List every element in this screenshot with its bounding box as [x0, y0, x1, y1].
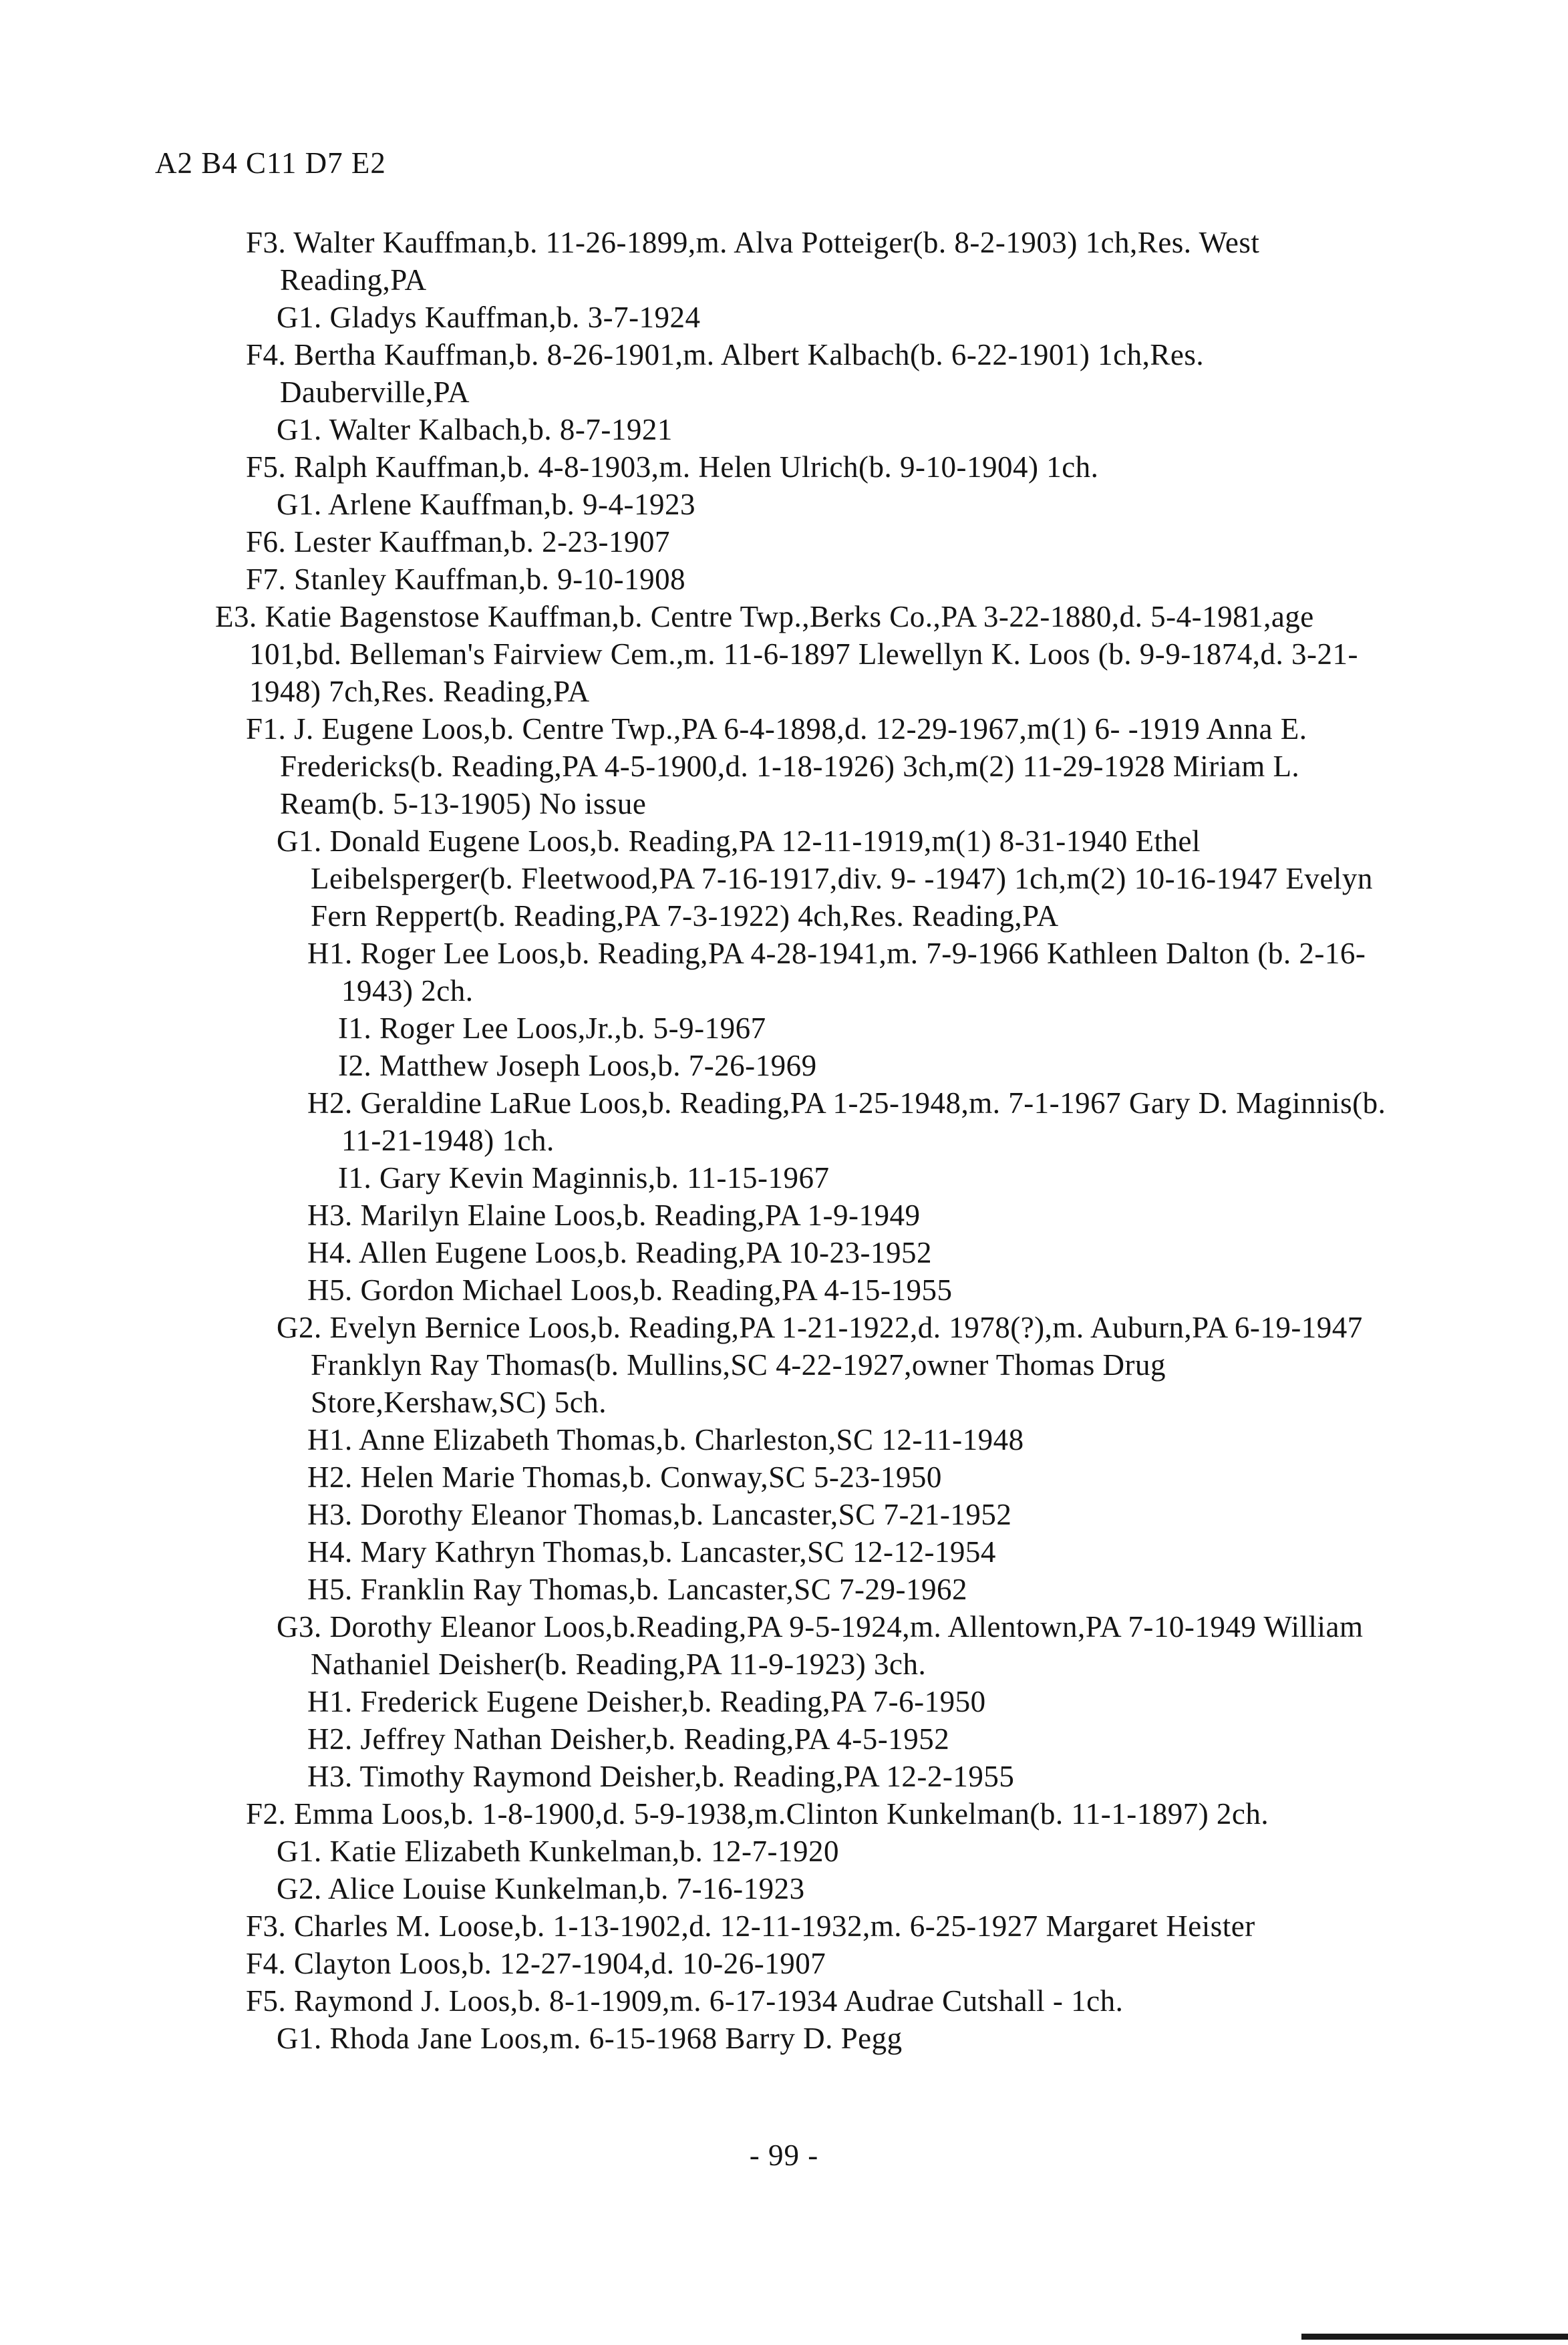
genealogy-entry	[338, 1047, 1390, 1084]
genealogy-entry	[246, 561, 1390, 598]
entry-text: H5. Gordon Michael Loos,b. Reading,PA 4-15-1955	[307, 1273, 953, 1307]
entry-text: H2. Helen Marie Thomas,b. Conway,SC 5-23-1950	[307, 1460, 942, 1494]
entry-text: E3. Katie Bagenstose Kauffman,b. Centre Twp.,Berks Co.,PA 3-22-1880,d. 5-4-1981,age 101,bd. Belleman's Fairview Cem.,m. 11-6-1897 Llewellyn K. Loos (b. 9-9-1874,d. 3-21-1948) 7ch,Res. Reading,PA	[215, 600, 1358, 708]
entry-text: G1. Gladys Kauffman,b. 3-7-1924	[277, 301, 701, 334]
genealogy-entry	[277, 2020, 1390, 2057]
genealogy-entry	[277, 411, 1390, 448]
genealogy-entry	[277, 1309, 1390, 1421]
genealogy-entry	[246, 336, 1390, 411]
genealogy-entry	[277, 1870, 1390, 1907]
entry-text: F1. J. Eugene Loos,b. Centre Twp.,PA 6-4-1898,d. 12-29-1967,m(1) 6- -1919 Anna E. Fredericks(b. Reading,PA 4-5-1900,d. 1-18-1926) 3ch,m(2) 11-29-1928 Miriam L. Ream(b. 5-13-1905) No issue	[246, 712, 1307, 820]
entry-text: F5. Ralph Kauffman,b. 4-8-1903,m. Helen Ulrich(b. 9-10-1904) 1ch.	[246, 450, 1099, 484]
bottom-rule	[1301, 2334, 1568, 2340]
entry-text: G1. Donald Eugene Loos,b. Reading,PA 12-11-1919,m(1) 8-31-1940 Ethel Leibelsperger(b. Fleetwood,PA 7-16-1917,div. 9- -1947) 1ch,m(2) 10-16-1947 Evelyn Fern Reppert(b. Reading,PA 7-3-1922) 4ch,Res. Reading,PA	[277, 824, 1373, 933]
genealogy-entry	[307, 1496, 1390, 1533]
genealogy-entry	[277, 1833, 1390, 1870]
entry-text: H3. Timothy Raymond Deisher,b. Reading,PA 12-2-1955	[307, 1760, 1015, 1793]
genealogy-entry	[307, 1758, 1390, 1795]
genealogy-entry	[277, 1608, 1390, 1683]
entry-text: I2. Matthew Joseph Loos,b. 7-26-1969	[338, 1049, 817, 1082]
page-number: - 99 -	[749, 2139, 819, 2172]
entry-text: F3. Walter Kauffman,b. 11-26-1899,m. Alva Potteiger(b. 8-2-1903) 1ch,Res. West Reading,PA	[246, 226, 1260, 297]
genealogy-entry	[246, 523, 1390, 561]
entry-text: H4. Allen Eugene Loos,b. Reading,PA 10-23-1952	[307, 1236, 933, 1269]
genealogy-entry	[277, 486, 1390, 523]
entry-text: H5. Franklin Ray Thomas,b. Lancaster,SC 7-29-1962	[307, 1573, 967, 1606]
entry-text: F2. Emma Loos,b. 1-8-1900,d. 5-9-1938,m.Clinton Kunkelman(b. 11-1-1897) 2ch.	[246, 1797, 1269, 1831]
entry-text: H4. Mary Kathryn Thomas,b. Lancaster,SC 12-12-1954	[307, 1535, 996, 1569]
entry-text: H1. Roger Lee Loos,b. Reading,PA 4-28-1941,m. 7-9-1966 Kathleen Dalton (b. 2-16-1943) 2ch.	[307, 937, 1366, 1007]
entry-text: F3. Charles M. Loose,b. 1-13-1902,d. 12-11-1932,m. 6-25-1927 Margaret Heister	[246, 1909, 1255, 1943]
genealogy-entry	[338, 1009, 1390, 1047]
entry-text: G1. Arlene Kauffman,b. 9-4-1923	[277, 488, 696, 521]
entry-text: H2. Jeffrey Nathan Deisher,b. Reading,PA 4-5-1952	[307, 1722, 950, 1756]
genealogy-entry	[277, 822, 1390, 935]
entry-text: H2. Geraldine LaRue Loos,b. Reading,PA 1-25-1948,m. 7-1-1967 Gary D. Maginnis(b. 11-21-1948) 1ch.	[307, 1086, 1386, 1157]
genealogy-entry	[246, 1795, 1390, 1833]
genealogy-entry	[246, 224, 1390, 299]
genealogy-entry	[246, 1982, 1390, 2020]
genealogy-entry	[307, 1197, 1390, 1234]
genealogy-entry	[277, 299, 1390, 336]
genealogy-entry	[215, 598, 1390, 710]
entry-text: F6. Lester Kauffman,b. 2-23-1907	[246, 525, 671, 559]
genealogy-entry	[307, 1458, 1390, 1496]
entry-text: F5. Raymond J. Loos,b. 8-1-1909,m. 6-17-1934 Audrae Cutshall - 1ch.	[246, 1984, 1124, 2018]
entry-text: G1. Walter Kalbach,b. 8-7-1921	[277, 413, 673, 446]
genealogy-entry	[307, 1421, 1390, 1458]
genealogy-entry	[338, 1159, 1390, 1197]
entry-text: I1. Roger Lee Loos,Jr.,b. 5-9-1967	[338, 1011, 766, 1045]
genealogy-entry	[307, 1720, 1390, 1758]
entry-text: F4. Clayton Loos,b. 12-27-1904,d. 10-26-1907	[246, 1947, 826, 1980]
genealogy-entry	[246, 1907, 1390, 1945]
genealogy-entry	[246, 1945, 1390, 1982]
entry-text: I1. Gary Kevin Maginnis,b. 11-15-1967	[338, 1161, 830, 1195]
genealogy-entry	[307, 935, 1390, 1009]
entry-text: H3. Dorothy Eleanor Thomas,b. Lancaster,SC 7-21-1952	[307, 1498, 1012, 1531]
entry-text: H1. Anne Elizabeth Thomas,b. Charleston,SC 12-11-1948	[307, 1423, 1024, 1456]
entry-text: F7. Stanley Kauffman,b. 9-10-1908	[246, 563, 686, 596]
genealogy-entry	[307, 1234, 1390, 1271]
entry-text: F4. Bertha Kauffman,b. 8-26-1901,m. Albert Kalbach(b. 6-22-1901) 1ch,Res. Dauberville,PA	[246, 338, 1205, 409]
genealogy-entry	[307, 1533, 1390, 1571]
entry-text: G2. Evelyn Bernice Loos,b. Reading,PA 1-21-1922,d. 1978(?),m. Auburn,PA 6-19-1947 Franklyn Ray Thomas(b. Mullins,SC 4-22-1927,owner Thomas Drug Store,Kershaw,SC) 5ch.	[277, 1311, 1363, 1419]
entry-text: G1. Rhoda Jane Loos,m. 6-15-1968 Barry D. Pegg	[277, 2022, 903, 2055]
entry-text: G1. Katie Elizabeth Kunkelman,b. 12-7-1920	[277, 1835, 840, 1868]
genealogy-entry	[307, 1571, 1390, 1608]
genealogy-entry	[246, 448, 1390, 486]
entry-text: G3. Dorothy Eleanor Loos,b.Reading,PA 9-5-1924,m. Allentown,PA 7-10-1949 William Nathaniel Deisher(b. Reading,PA 11-9-1923) 3ch.	[277, 1610, 1364, 1681]
genealogy-entry	[307, 1084, 1390, 1159]
genealogy-entries	[0, 224, 1568, 2057]
genealogy-entry	[307, 1683, 1390, 1720]
entry-text: G2. Alice Louise Kunkelman,b. 7-16-1923	[277, 1872, 805, 1905]
lineage-code-header: A2 B4 C11 D7 E2	[155, 146, 386, 180]
entry-text: H1. Frederick Eugene Deisher,b. Reading,PA 7-6-1950	[307, 1685, 986, 1718]
genealogy-entry	[307, 1271, 1390, 1309]
entry-text: H3. Marilyn Elaine Loos,b. Reading,PA 1-9-1949	[307, 1199, 921, 1232]
genealogy-entry	[246, 710, 1390, 822]
